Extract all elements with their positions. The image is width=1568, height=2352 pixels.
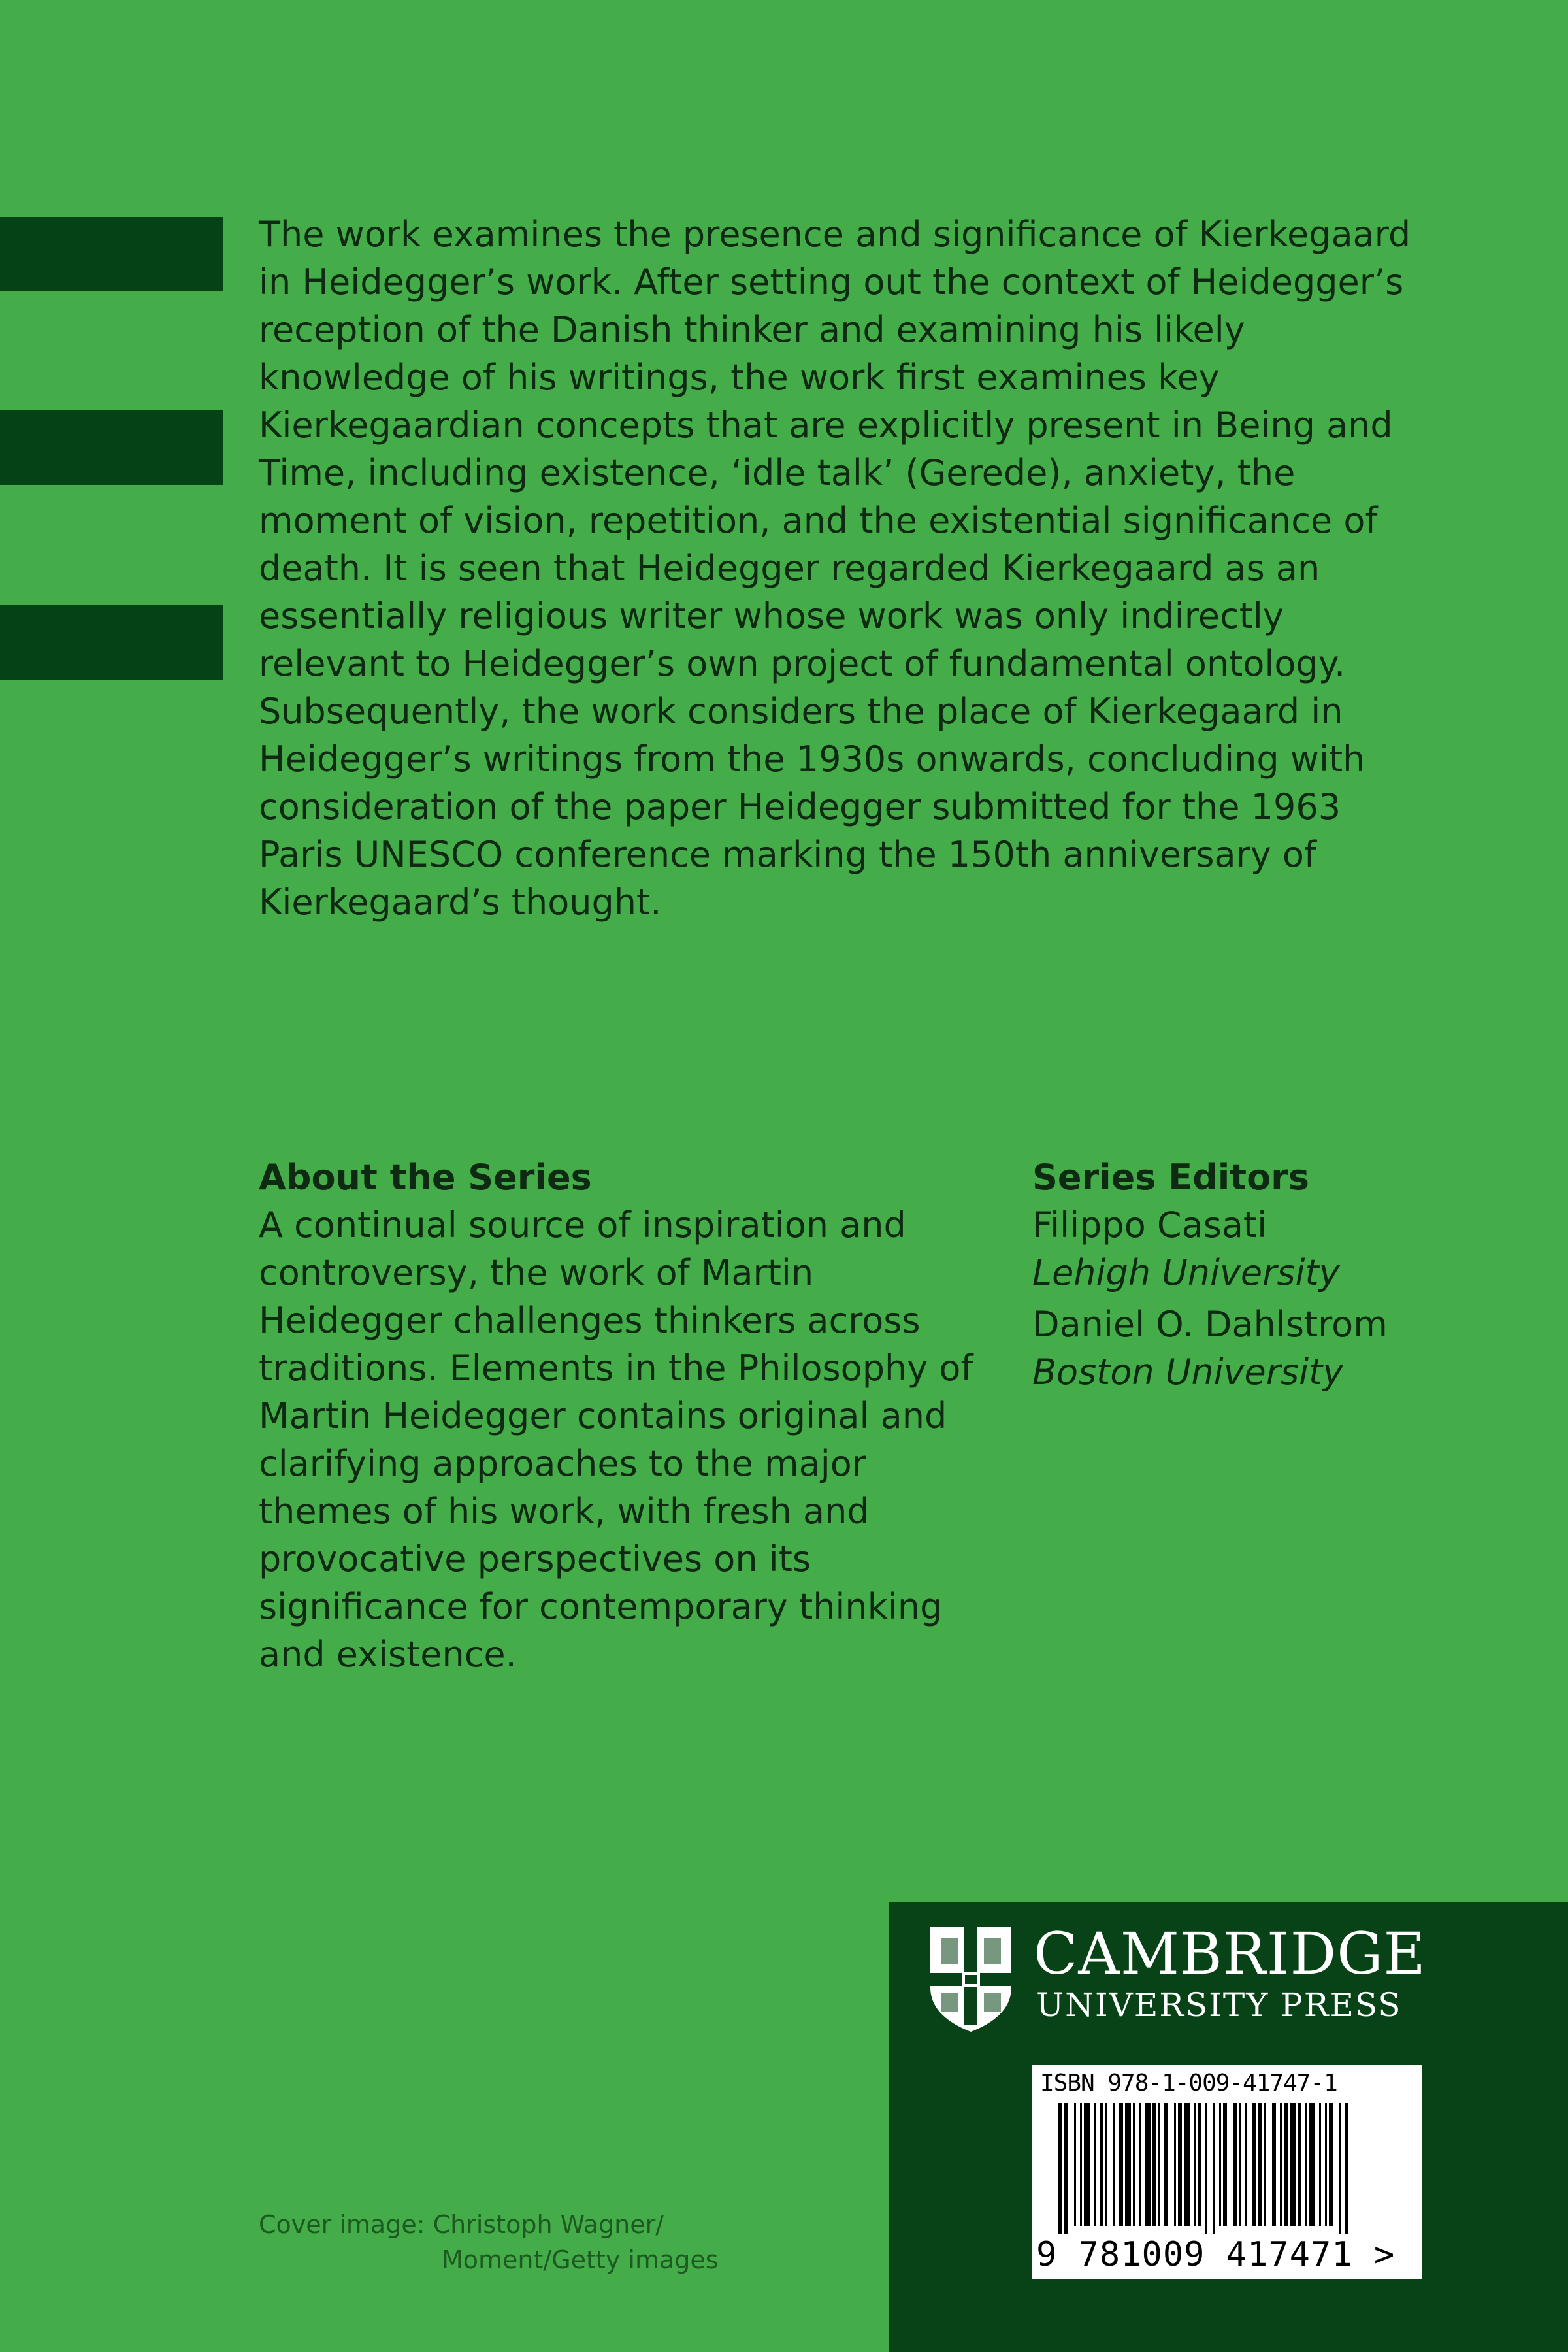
cover-image-credit — [259, 2207, 847, 2277]
barcode-bar — [1064, 2103, 1068, 2234]
barcode-bar — [1329, 2103, 1333, 2226]
barcode-bar — [1074, 2103, 1076, 2226]
barcode — [1032, 2065, 1422, 2279]
barcode-bar — [1280, 2103, 1282, 2226]
publisher-subtitle: UNIVERSITY PRESS — [1036, 1986, 1402, 2024]
barcode-bar — [1084, 2103, 1090, 2226]
editor-entry — [1032, 1300, 1529, 1396]
barcode-bar — [1125, 2103, 1131, 2226]
book-description: The work examines the presence and significance of Kierkegaard in Heidegger’s work. After setting out the context of Heidegger’s reception of the Danish thinker and examining his likely knowledge of his writings, the work first examines key Kierkegaardian concepts that are explicitly present in Being and Time, including existence, ‘idle talk’ (Gerede), anxiety, the moment of vision, repetition, and the existential significance of death. It is seen that Heidegger regarded Kierkegaard as an essentially religious writer whose work was only indirectly relevant to Heidegger’s own project of fundamental ontology. Subsequently, the work considers the place of Kierkegaard in Heidegger’s writings from the 1930s onwards, concluding with consideration of the paper Heidegger submitted for the 1963 Paris UNESCO conference marking the 150th anniversary of Kierkegaard’s thought. — [259, 214, 1411, 923]
barcode-bar — [1198, 2103, 1201, 2226]
barcode-bar — [1113, 2103, 1115, 2226]
barcode-bar — [1252, 2103, 1256, 2226]
barcode-bar — [1164, 2103, 1168, 2226]
barcode-bar — [1223, 2103, 1227, 2226]
barcode-bar — [1345, 2103, 1348, 2234]
barcode-bar — [1174, 2103, 1176, 2226]
credit-line: Moment/Getty images — [442, 2245, 719, 2274]
barcode-bar — [1105, 2103, 1107, 2226]
barcode-bar — [1139, 2103, 1141, 2226]
decorative-bar — [0, 217, 223, 291]
barcode-bar — [1284, 2103, 1288, 2226]
barcode-bar — [1219, 2103, 1221, 2226]
series-editors-heading: Series Editors — [1032, 1157, 1309, 1198]
editor-name: Daniel O. Dahlstrom — [1032, 1304, 1388, 1345]
about-series-section — [259, 1153, 977, 1678]
barcode-bar — [1100, 2103, 1103, 2226]
barcode-bar — [1325, 2103, 1327, 2226]
credit-line: Cover image: Christoph Wagner/ — [259, 2210, 664, 2239]
barcode-bar — [1194, 2103, 1196, 2226]
isbn-digits: 9 781009 417471 > — [1036, 2235, 1396, 2274]
barcode-bar — [1094, 2103, 1096, 2226]
barcode-bar — [1158, 2103, 1160, 2226]
cambridge-shield-icon — [928, 1925, 1014, 2034]
barcode-bar — [1290, 2103, 1296, 2226]
barcode-bar — [1119, 2103, 1123, 2226]
barcode-bars — [1039, 2103, 1415, 2234]
barcode-bar — [1272, 2103, 1276, 2226]
editor-affiliation: Boston University — [1032, 1351, 1344, 1393]
barcode-bar — [1145, 2103, 1151, 2226]
barcode-bar — [1080, 2103, 1082, 2226]
series-editors-section — [1032, 1153, 1529, 1396]
barcode-bar — [1309, 2103, 1315, 2226]
editor-entry — [1032, 1201, 1529, 1297]
barcode-bar — [1245, 2103, 1247, 2226]
decorative-bar — [0, 605, 223, 680]
barcode-bar — [1264, 2103, 1266, 2226]
editor-name: Filippo Casati — [1032, 1204, 1267, 1246]
barcode-bar — [1178, 2103, 1182, 2226]
barcode-bar — [1239, 2103, 1241, 2226]
barcode-bar — [1305, 2103, 1307, 2226]
barcode-bar — [1233, 2103, 1237, 2226]
barcode-bar — [1058, 2103, 1062, 2234]
about-series-heading: About the Series — [259, 1157, 592, 1198]
barcode-bar — [1133, 2103, 1135, 2226]
barcode-bar — [1319, 2103, 1321, 2226]
barcode-bar — [1213, 2103, 1215, 2234]
editor-affiliation: Lehigh University — [1032, 1252, 1340, 1293]
decorative-bar — [0, 410, 223, 485]
barcode-bar — [1205, 2103, 1207, 2234]
barcode-bar — [1339, 2103, 1341, 2234]
about-series-text: A continual source of inspiration and controversy, the work of Martin Heidegger challenges thinkers across traditions. Elements in the Philosophy of Martin Heidegger contains original and clarifying approaches to the major themes of his work, with fresh and provocative perspectives on its significance for contemporary thinking and existence. — [259, 1204, 973, 1675]
barcode-bar — [1184, 2103, 1190, 2226]
barcode-bar — [1258, 2103, 1262, 2226]
barcode-bar — [1152, 2103, 1156, 2226]
isbn-label: ISBN 978-1-009-41747-1 — [1040, 2070, 1337, 2096]
barcode-bar — [1298, 2103, 1301, 2226]
publisher-panel — [889, 1902, 1568, 2352]
publisher-name: CAMBRIDGE — [1034, 1920, 1426, 1987]
